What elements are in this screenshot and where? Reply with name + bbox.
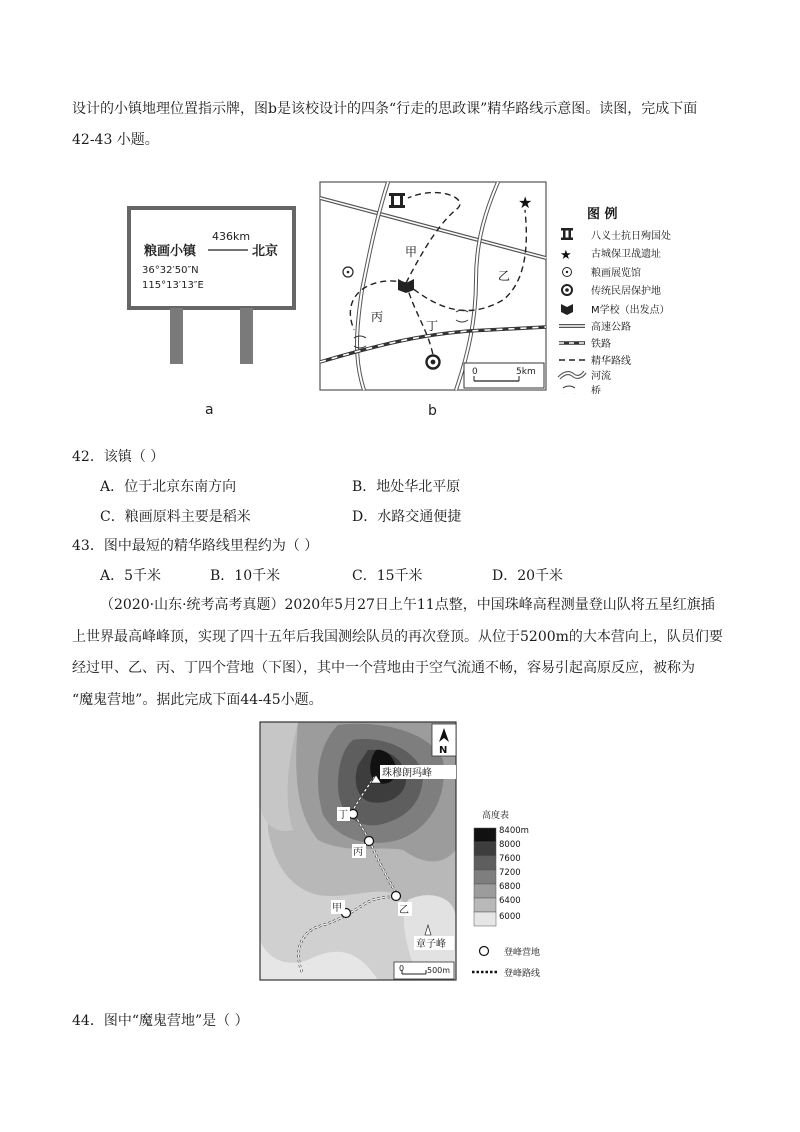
q42-stem: 42．该镇（ ） — [72, 449, 165, 465]
legend-item: M学校（出发点） — [591, 305, 670, 316]
elevation-level: 8400m — [499, 826, 529, 836]
river-symbol — [559, 372, 585, 378]
bridge-icon — [563, 386, 575, 394]
figure-a-caption: a — [205, 402, 214, 418]
map-scale-zero: 0 — [472, 367, 478, 377]
q42-option-a: A．位于北京东南方向 — [100, 479, 237, 495]
q44-stem: 44．图中“魔鬼营地”是（ ） — [72, 1013, 249, 1029]
legend-item: 古城保卫战遗址 — [591, 249, 661, 260]
camp-legend-icon — [480, 947, 489, 956]
figure-c-legend — [470, 806, 560, 990]
q42-option-c: C．粮画原料主要是稻米 — [100, 509, 251, 525]
figure-a-signpost — [120, 200, 310, 424]
camp-legend-label: 登峰营地 — [504, 948, 541, 958]
legend-item: 八义士抗日殉国处 — [591, 231, 671, 242]
figure-b-legend — [557, 204, 722, 398]
q42-option-d: D．水路交通便捷 — [352, 509, 462, 525]
legend-item: 铁路 — [591, 339, 611, 350]
legend-item: 河流 — [591, 371, 611, 382]
q43-option-c: C．15千米 — [352, 568, 423, 584]
elevation-level: 6000 — [499, 912, 521, 922]
signpost-leg-right — [240, 308, 253, 364]
q43-option-a: A．5千米 — [100, 568, 162, 584]
passage-line-2: 上世界最高峰峰顶，实现了四十五年后我国测绘队员的再次登顶。从位于5200m的大本营向上，队员们要 — [72, 629, 723, 645]
passage-line-1: （2020·山东·统考高考真题）2020年5月27日上午11点整，中国珠峰高程测量登山队将五星红旗插 — [100, 597, 715, 613]
star-icon: ★ — [518, 193, 533, 212]
figure-b-route-map — [318, 180, 550, 426]
school-icon — [561, 304, 573, 315]
map-label-bing: 丙 — [371, 310, 384, 324]
camp-label-bing: 丙 — [353, 847, 363, 858]
elevation-legend-title: 高度表 — [482, 811, 510, 821]
q43-stem: 43．图中最短的精华路线里程约为（ ） — [72, 538, 319, 554]
signpost-lon: 115°13′13″E — [142, 280, 204, 291]
signpost-town: 粮画小镇 — [144, 244, 197, 259]
passage-line-4: “魔鬼营地”。据此完成下面44-45小题。 — [72, 692, 323, 708]
north-label: N — [439, 745, 448, 756]
elevation-level: 7200 — [499, 868, 521, 878]
route-legend-label: 登峰路线 — [504, 969, 541, 979]
q42-option-b: B．地处华北平原 — [352, 479, 461, 495]
exhibition-hall-icon — [563, 268, 572, 277]
camp-label-yi: 乙 — [399, 905, 409, 916]
signpost-city: 北京 — [252, 244, 279, 259]
peak-label: 珠穆朗玛峰 — [382, 768, 432, 779]
map-label-jia: 甲 — [405, 245, 418, 259]
camp-label-ding: 丁 — [338, 810, 348, 821]
camp-yi — [392, 892, 401, 901]
q43-option-d: D．20千米 — [492, 568, 564, 584]
map-label-ding: 丁 — [426, 319, 439, 333]
intro-line-2: 42-43 小题。 — [72, 132, 159, 148]
q43-option-b: B．10千米 — [210, 568, 281, 584]
elevation-swatch — [474, 884, 496, 898]
intro-line-1: 设计的小镇地理位置指示牌，图b是该校设计的四条“行走的思政课”精华路线示意图。读图，完成下面 — [72, 101, 698, 117]
elevation-swatch — [474, 856, 496, 870]
legend-item: 粮画展览馆 — [591, 268, 641, 279]
memorial-icon — [561, 228, 573, 240]
elevation-swatch — [474, 828, 496, 842]
signpost-lat: 36°32′50″N — [142, 265, 199, 276]
signpost-distance: 436km — [212, 230, 251, 243]
signpost-leg-left — [170, 308, 183, 364]
legend-item: 传统民居保护地 — [591, 286, 661, 297]
elevation-swatch — [474, 912, 496, 926]
camp-label-jia: 甲 — [332, 903, 342, 914]
elevation-level: 6800 — [499, 882, 521, 892]
elevation-swatch — [474, 898, 496, 912]
legend-item: 精华路线 — [591, 356, 631, 367]
legend-item: 高速公路 — [591, 322, 631, 333]
map-label-yi: 乙 — [498, 269, 511, 283]
legend-item: 桥 — [591, 386, 601, 394]
map-c-scale-zero: 0 — [399, 964, 405, 973]
elevation-level: 6400 — [499, 896, 521, 906]
elevation-level: 8000 — [499, 840, 521, 850]
figure-c-everest-map — [258, 720, 458, 986]
map-scale-dist: 5km — [516, 367, 536, 377]
elevation-swatch — [474, 870, 496, 884]
zhangzi-label: 章子峰 — [416, 939, 446, 950]
dwelling-icon — [562, 285, 572, 295]
star-icon: ★ — [560, 248, 572, 263]
figure-b-caption: b — [428, 403, 437, 419]
elevation-swatch — [474, 842, 496, 856]
legend-title: 图 例 — [587, 207, 618, 222]
elevation-level: 7600 — [499, 854, 521, 864]
map-c-scale-dist: 500m — [427, 966, 451, 975]
passage-line-3: 经过甲、乙、丙、丁四个营地（下图），其中一个营地由于空气流通不畅，容易引起高原反应，被称为 — [72, 660, 695, 676]
